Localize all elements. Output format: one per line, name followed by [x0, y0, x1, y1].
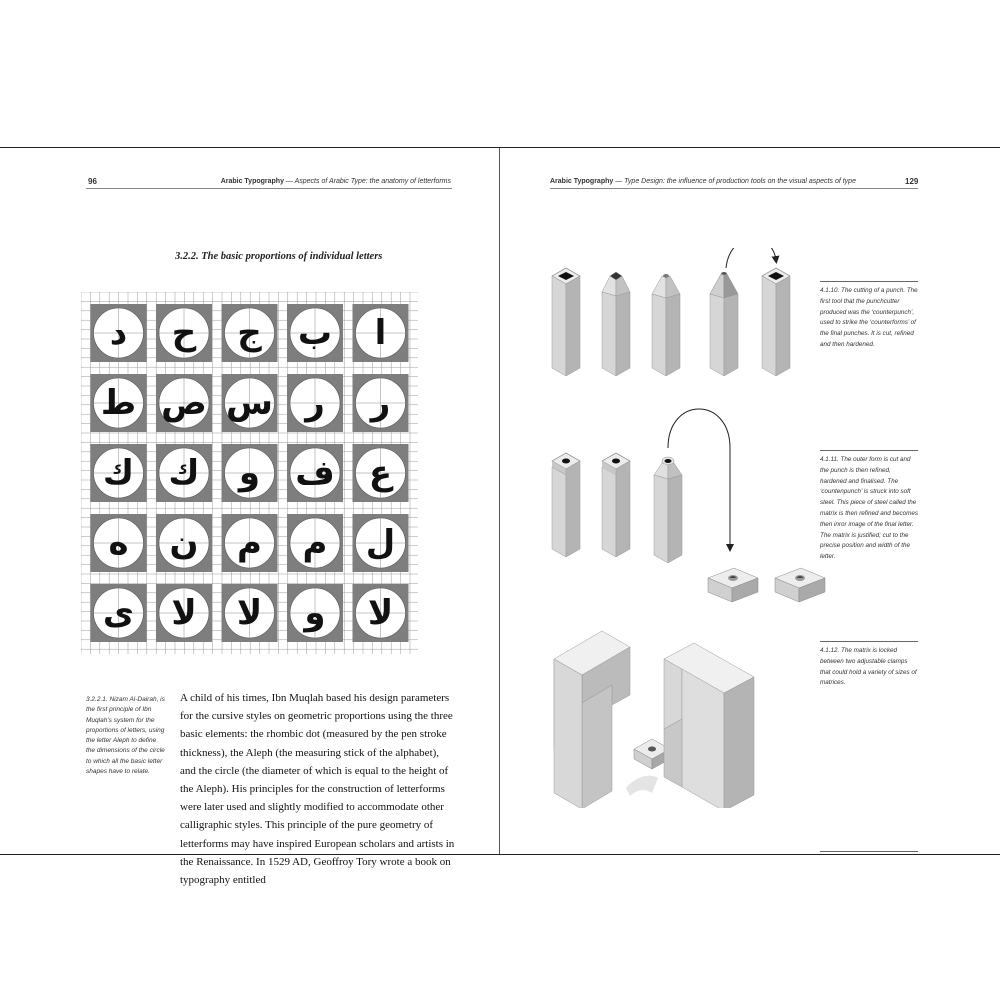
arabic-letter: ع [368, 453, 393, 493]
arabic-letter: ه [108, 523, 129, 563]
letter-cell [222, 444, 278, 502]
letter-cell [353, 444, 409, 502]
letter-cell [156, 514, 212, 572]
header-rule-right [550, 188, 918, 189]
letter-cell [287, 374, 343, 432]
arabic-letter: ط [100, 383, 137, 423]
letter-cell [222, 374, 278, 432]
punch-illustrations [540, 248, 840, 808]
letter-cell [353, 584, 409, 642]
letter-cell [222, 514, 278, 572]
matrix-block-2 [775, 568, 825, 602]
arabic-letter: ا [374, 313, 387, 353]
caption-rule-bottom [820, 851, 918, 852]
letter-cell [353, 514, 409, 572]
header-rule [86, 188, 452, 189]
page-number-left: 96 [88, 177, 97, 186]
letter-cell [156, 584, 212, 642]
transfer-arrow-1 [726, 248, 776, 268]
letter-cell [287, 444, 343, 502]
letter-cell [156, 444, 212, 502]
letter-cell [91, 444, 147, 502]
arabic-letter: و [238, 453, 261, 493]
arabic-letter: لا [367, 593, 394, 633]
letter-cell [353, 304, 409, 362]
arabic-letter: ى [102, 593, 135, 633]
arabic-letter: و [304, 593, 326, 633]
running-head-subtitle-right: — Type Design: the influence of production tools on the visual aspects of type [613, 178, 856, 185]
arabic-letter: ص [161, 383, 207, 423]
arabic-letter: م [302, 523, 328, 563]
arabic-letter: م [237, 523, 262, 563]
running-head-title-right: Arabic Typography [550, 178, 614, 185]
caption-4-1-12: 4.1.12. The matrix is locked between two adjustable clamps that could hold a variety of sizes of matrices. [820, 641, 918, 689]
arabic-letter: ر [305, 383, 325, 423]
page-number-right: 129 [905, 177, 919, 186]
letter-cell [91, 374, 147, 432]
arabic-letter: ف [295, 453, 335, 493]
book-spread [0, 147, 1000, 887]
arabic-letter: ج [237, 313, 262, 353]
matrix-block-1 [708, 568, 758, 602]
letter-proportion-grid [81, 292, 418, 654]
arabic-letter: د [109, 313, 128, 353]
letter-cell [353, 374, 409, 432]
right-page [500, 148, 1000, 854]
partial-shape [626, 776, 658, 796]
arabic-letter: ح [171, 313, 197, 353]
running-head-subtitle: — Aspects of Arabic Type: the anatomy of letterforms [283, 178, 451, 185]
letter-cell [91, 514, 147, 572]
caption-4-1-10: 4.1.10. The cutting of a punch. The first tool that the punchcutter produced was the ‘counterpunch’, used to strike the ‘counterforms’ of the final punches. It is cut, refined and then hardened. [820, 281, 918, 351]
running-head-right [550, 178, 856, 185]
arabic-letter: ن [169, 523, 199, 563]
arabic-letter: لا [171, 593, 197, 633]
arabic-letter: ر [370, 383, 391, 423]
arabic-letter: ك [102, 453, 135, 493]
arabic-letter: ب [297, 313, 333, 353]
letter-cell [156, 304, 212, 362]
left-page [0, 148, 499, 887]
letter-cell [287, 584, 343, 642]
letter-cell [156, 374, 212, 432]
section-title: 3.2.2. The basic proportions of individual letters [175, 251, 383, 262]
arabic-letter: لا [236, 593, 263, 633]
body-text: A child of his times, Ibn Muqlah based his design parameters for the cursive styles on geometric proportions using the three basic elements: the rhombic dot (measured by the pen stroke thickness), the Aleph (the measuring stick of the alphabet), and the circle (the diameter of which is equal to the height of the Aleph). His principles for the construction of letterforms were later used and slightly modified to accommodate other calligraphic styles. This principle of the pure geometry of letterforms may have inspired European scholars and artists in the Renaissance. In 1529 AD, Geoffroy Tory wrote a book on typography entitled [180, 692, 455, 887]
running-head-title: Arabic Typography [220, 178, 284, 185]
letter-cell [287, 514, 343, 572]
punch-row-1 [552, 248, 790, 376]
letter-cell [91, 304, 147, 362]
arabic-letter: ل [365, 523, 396, 563]
arabic-letter: ك [168, 453, 200, 493]
caption-4-1-11: 4.1.11. The outer form is cut and the punch is then refined, hardened and finalised. The ‘countenpunch’ is struck into soft steel. This piece of steel called the matrix is then refined and becomes then inror image of the final letter. The matrix is justified; cut to the precise position and width of the letter. [820, 450, 918, 563]
letter-cell [287, 304, 343, 362]
letter-cell [222, 584, 278, 642]
arabic-letter: س [226, 383, 273, 423]
running-head-left [221, 178, 451, 185]
figure-caption: 3.2.2.1. Nizam Al-Dairah, is the first principle of Ibn Muqlah’s system for the proportions of letters, using the letter Aleph to define the dimensions of the circle to which all the basic letter shapes have to relate. [86, 696, 165, 776]
letter-cell [222, 304, 278, 362]
punch-row-2 [552, 409, 825, 602]
body-paragraph [180, 689, 455, 889]
letter-cell [91, 584, 147, 642]
letter-grid-figure [81, 292, 418, 654]
